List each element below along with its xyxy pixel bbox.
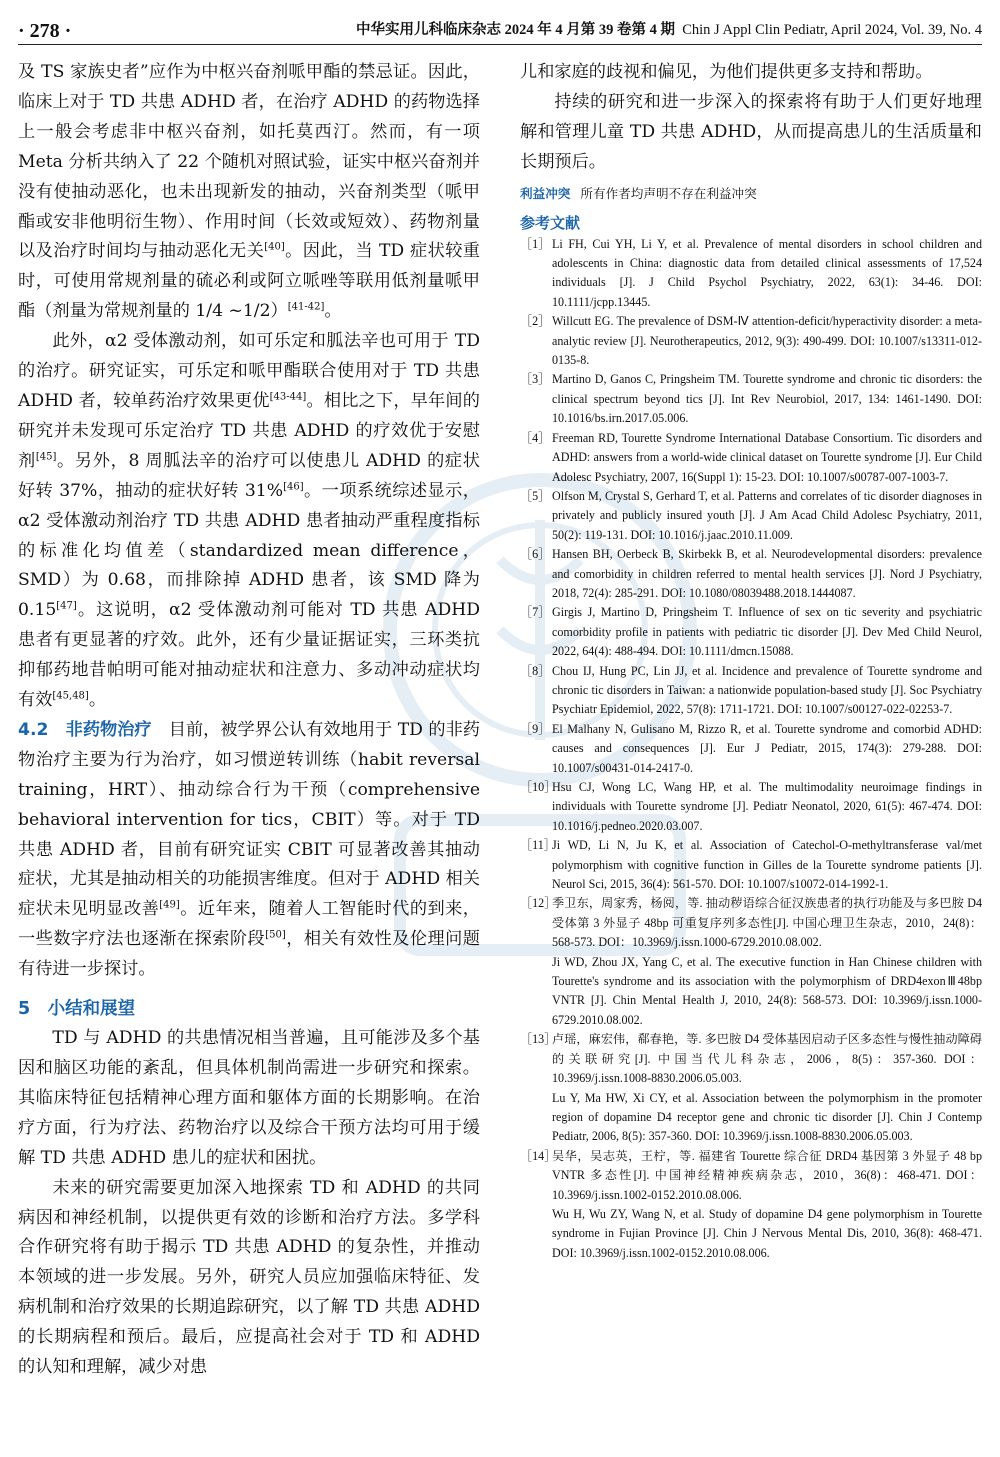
paragraph-outlook: 未来的研究需要更加深入地探索 TD 和 ADHD 的共同病因和神经机制，以提供更有效的诊断和治疗方法。多学科合作研究将有助于揭示 TD 共患 ADHD 的复杂性，并推动本领域的进一步发展。另外，研究人员应加强临床特征、发病机制和治疗效果的长期追踪研究，以了解 TD 共患 ADHD 的长期病程和预后。最后，应提高社会对于 TD 和 ADHD 的认知和理解，减少对患 bbox=[18, 1177, 480, 1378]
reference-number: ［14］ bbox=[520, 1148, 557, 1163]
reference-text: Hsu CJ, Wong LC, Wang HP, et al. The multimodality neuroimage findings in individuals with Tourette syndrome [J]. Pediatr Neonatol, 2020, 61(5): 467-474. DOI: 10.1016/j.pedneo.2020.03.007. bbox=[552, 780, 982, 833]
citation-43-44[interactable]: [43-44] bbox=[269, 391, 307, 403]
journal-name-cn: 中华实用儿科临床杂志 2024 年 4 月第 39 卷第 4 期 bbox=[355, 22, 675, 38]
reference-item bbox=[520, 603, 982, 661]
section-5-heading: 5 小结和展望 bbox=[18, 999, 136, 1020]
journal-citation bbox=[356, 18, 982, 39]
citation-45-48[interactable]: [45,48] bbox=[52, 690, 89, 702]
reference-item bbox=[520, 662, 982, 720]
reference-text: Olfson M, Crystal S, Gerhard T, et al. Patterns and correlates of tic disorder diagnoses in privately and publicly insured youth [J]. J Am Acad Child Adolesc Psychiatry, 2011, 50(2): 119-131. DOI: 10.1016/j.jaac.2010.11.009. bbox=[552, 488, 982, 542]
paragraph-stimulant: 及 TS 家族史者”应作为中枢兴奋剂哌甲酯的禁忌证。因此，临床上对于 TD 共患 ADHD 者，在治疗 ADHD 的药物选择上一般会考虑非中枢兴奋剂，如托莫西汀。然而，有一项 Meta 分析共纳入了 22 个随机对照试验，证实中枢兴奋剂并没有使抽动恶化，也未出现新发的抽动，兴奋剂类型（哌甲酯或安非他明衍生物）、作用时间（长效或短效）、药物剂量以及治疗时间均与抽动恶化无关[40]。因此，当 TD 症状较重时，可使用常规剂量的硫必利或阿立哌唑等联用低剂量哌甲酯（剂量为常规剂量的 1/4 ~1/2）[41-42]。 bbox=[18, 62, 480, 322]
reference-item bbox=[520, 894, 982, 1030]
paragraph-continued: 儿和家庭的歧视和偏见，为他们提供更多支持和帮助。 bbox=[520, 62, 933, 82]
reference-item bbox=[520, 778, 982, 836]
reference-item bbox=[520, 235, 982, 313]
reference-translation: Ji WD, Zhou JX, Yang C, et al. The executive function in Han Chinese children with Tourette's syndrome and its association with the polymorphism of DRD4exonⅢ48bp VNTR [J]. Chin Mental Health J, 2010, 24(8): 568-573. DOI: 10.3969/j.issn.1000-6729.2010.08.002. bbox=[552, 954, 982, 1027]
paragraph-alpha2: 此外，α2 受体激动剂，如可乐定和胍法辛也可用于 TD 的治疗。研究证实，可乐定和哌甲酯联合使用对于 TD 共患 ADHD 者，较单药治疗效果更优[43-44]。相比之下，早年间的研究并未发现可乐定治疗 TD 共患 ADHD 的疗效优于安慰剂[45]。另外，8 周胍法辛的治疗可以使患儿 ADHD 的症状好转 37%，抽动的症状好转 31%[46]。一项系统综述显示，α2 受体激动剂治疗 TD 共患 ADHD 患者抽动严重程度指标的标准化均值差（standardized mean difference，SMD）为 0.68，而排除掉 ADHD 患者，该 SMD 降为 0.15[47]。这说明，α2 受体激动剂可能对 TD 共患 ADHD 患者有更显著的疗效。此外，还有少量证据证实，三环类抗抑郁药地昔帕明可能对抽动症状和注意力、多动冲动症状均有效[45,48]。 bbox=[18, 331, 480, 711]
reference-text: El Malhany N, Gulisano M, Rizzo R, et al. Tourette syndrome and comorbid ADHD: causes and consequences [J]. Eur J Pediatr, 2015, 174(3): 279-288. DOI: 10.1007/s00431-014-2417-0. bbox=[552, 721, 982, 775]
reference-text: Li FH, Cui YH, Li Y, et al. Prevalence of mental disorders in school children and adolescents in China: diagnostic data from detailed clinical assessments of 17,524 individuals [J]. J Child Psychol Psychiatry, 2022, 63(1): 34-46. DOI: 10.1111/jcpp.13445. bbox=[552, 236, 982, 309]
reference-number: ［4］ bbox=[520, 430, 551, 445]
journal-name-en: Chin J Appl Clin Pediatr, April 2024, Vol. 39, No. 4 bbox=[682, 22, 982, 38]
reference-text: Willcutt EG. The prevalence of DSM-Ⅳ attention-deficit/hyperactivity disorder: a meta-analytic review [J]. Neurotherapeutics, 2012, 9(3): 490-499. DOI: 10.1007/s13311-012-0135-8. bbox=[552, 314, 982, 368]
reference-translation: Wu H, Wu ZY, Wang N, et al. Study of dopamine D4 gene polymorphism in Tourette syndrome in Fujian Province [J]. Chin J Nervous Mental Dis, 2010, 36(8): 468-471. DOI: 10.3969/j.issn.1002-0152.2010.08.006. bbox=[552, 1206, 982, 1260]
reference-text: 卢瑶，麻宏伟，郗春艳，等. 多巴胺 D4 受体基因启动子区多态性与慢性抽动障碍的关联研究[J]. 中国当代儿科杂志，2006，8(5)：357-360. DOI：10.3969/j.issn.1008-8830.2006.05.003. bbox=[552, 1032, 982, 1086]
reference-number: ［7］ bbox=[520, 605, 551, 620]
conflict-of-interest bbox=[520, 184, 982, 204]
citation-46[interactable]: [46] bbox=[283, 480, 304, 492]
reference-item bbox=[520, 370, 982, 428]
citation-47[interactable]: [47] bbox=[56, 600, 77, 612]
section-4-2-heading: 4.2 非药物治疗 bbox=[18, 719, 152, 740]
running-header bbox=[18, 14, 982, 45]
reference-text: Hansen BH, Oerbeck B, Skirbekk B, et al. Neurodevelopmental disorders: prevalence and comorbidity in children referred to mental health services [J]. Nord J Psychiatry, 2018, 72(4): 285-291. DOI: 10.1080/08039488.2018.1444087. bbox=[552, 547, 982, 600]
reference-number: ［13］ bbox=[520, 1032, 557, 1047]
reference-number: ［5］ bbox=[520, 488, 551, 503]
citation-41-42[interactable]: [41-42] bbox=[287, 301, 325, 313]
coi-label: 利益冲突 bbox=[520, 185, 571, 201]
reference-number: ［10］ bbox=[520, 780, 557, 794]
reference-item bbox=[520, 1147, 982, 1263]
page-number: · 278 · bbox=[18, 20, 72, 42]
paragraph-nondrug: 4.2 非药物治疗 目前，被学界公认有效地用于 TD 的非药物治疗主要为行为治疗，如习惯逆转训练（habit reversal training，HRT）、抽动综合行为干预（comprehensive behavioral intervention for tics，CBIT）等。对于 TD 共患 ADHD 者，目前有研究证实 CBIT 可显著改善其抽动症状，尤其是抽动相关的功能损害维度。但对于 ADHD 相关症状未见明显改善[49]。近年来，随着人工智能时代的到来，一些数字疗法也逐渐在探索阶段[50]，相关有效性及伦理问题有待进一步探讨。 bbox=[18, 719, 480, 980]
reference-translation: Lu Y, Ma HW, Xi CY, et al. Association between the polymorphism in the promoter region of dopamine D4 receptor gene and chronic tic disorder [J]. Chin J Contemp Pediatr, 2006, 8(5): 357-360. DOI: 10.3969/j.issn.1008-8830.2006.05.003. bbox=[552, 1090, 982, 1144]
paragraph-conclusion: 持续的研究和进一步深入的探索将有助于人们更好地理解和管理儿童 TD 共患 ADHD，从而提高患儿的生活质量和长期预后。 bbox=[520, 91, 982, 172]
reference-item bbox=[520, 836, 982, 894]
reference-item bbox=[520, 1030, 982, 1146]
reference-text: Girgis J, Martino D, Pringsheim T. Influence of sex on tic severity and psychiatric comorbidity profile in patients with pediatric tic disorder [J]. Dev Med Child Neurol, 2022, 64(4): 488-494. DOI: 10.1111/dmcn.15088. bbox=[552, 605, 982, 659]
citation-50[interactable]: [50] bbox=[265, 929, 286, 941]
reference-item bbox=[520, 487, 982, 545]
citation-45[interactable]: [45] bbox=[35, 451, 57, 463]
reference-text: 季卫东，周家秀，杨阅，等. 抽动秽语综合征汉族患者的执行功能及与多巴胺 D4 受体第 3 外显子 48bp 可重复序列多态性[J]. 中国心理卫生杂志，2010，24(8)：568-573. DOI：10.3969/j.issn.1000-6729.2010.08.002. bbox=[552, 896, 982, 950]
reference-number: ［12］ bbox=[520, 896, 557, 911]
reference-text: Martino D, Ganos C, Pringsheim TM. Tourette syndrome and chronic tic disorders: the clinical spectrum beyond tics [J]. Int Rev Neurobiol, 2017, 134: 1461-1490. DOI: 10.1016/bs.irn.2017.05.006. bbox=[552, 372, 982, 426]
reference-number: ［9］ bbox=[520, 721, 551, 736]
reference-text: 吴华，吴志英，王柠，等. 福建省 Tourette 综合征 DRD4 基因第 3 外显子 48 bp VNTR 多态性[J]. 中国神经精神疾病杂志，2010，36(8)：468-471. DOI：10.3969/j.issn.1002-0152.2010.08.006. bbox=[552, 1148, 982, 1202]
citation-49[interactable]: [49] bbox=[159, 899, 180, 911]
references-heading: 参考文献 bbox=[520, 213, 581, 232]
reference-item bbox=[520, 429, 982, 487]
right-column bbox=[520, 58, 982, 1263]
reference-number: ［11］ bbox=[520, 838, 556, 853]
reference-number: ［8］ bbox=[520, 663, 551, 678]
reference-text: Ji WD, Li N, Ju K, et al. Association of Catechol-O-methyltransferase val/met polymorphism with cognitive function in Gilles de la Tourette syndrome patients [J]. Neurol Sci, 2015, 36(4): 561-570. DOI: 10.1007/s10072-014-1992-1. bbox=[552, 838, 982, 892]
coi-text: 所有作者均声明不存在利益冲突 bbox=[580, 185, 757, 201]
reference-item bbox=[520, 720, 982, 778]
reference-text: Freeman RD, Tourette Syndrome International Database Consortium. Tic disorders and ADHD: answers from a world-wide clinical dataset on Tourette syndrome [J]. Eur Child Adolesc Psychiatry, 2007, 16(Suppl 1): 15-23. DOI: 10.1007/s00787-007-1003-7. bbox=[552, 430, 982, 484]
reference-list bbox=[520, 235, 982, 1264]
reference-item bbox=[520, 312, 982, 370]
reference-item bbox=[520, 545, 982, 603]
reference-number: ［3］ bbox=[520, 372, 551, 387]
reference-number: ［6］ bbox=[520, 547, 551, 562]
reference-text: Chou IJ, Hung PC, Lin JJ, et al. Incidence and prevalence of Tourette syndrome and chronic tic disorders in Taiwan: a nationwide population-based study [J]. Soc Psychiatry Psychiatr Epidemiol, 2022, 57(8): 1711-1721. DOI: 10.1007/s00127-022-02253-7. bbox=[552, 663, 982, 717]
reference-number: ［2］ bbox=[520, 314, 551, 329]
left-column bbox=[18, 58, 480, 1383]
paragraph-summary: TD 与 ADHD 的共患情况相当普遍，且可能涉及多个基因和脑区功能的紊乱，但具体机制尚需进一步研究和探索。其临床特征包括精神心理方面和躯体方面的长期影响。在治疗方面，行为疗法、药物治疗以及综合干预方法均可用于缓解 TD 共患 ADHD 患儿的症状和困扰。 bbox=[18, 1028, 480, 1168]
reference-number: ［1］ bbox=[520, 236, 551, 251]
citation-40[interactable]: [40] bbox=[264, 241, 285, 253]
